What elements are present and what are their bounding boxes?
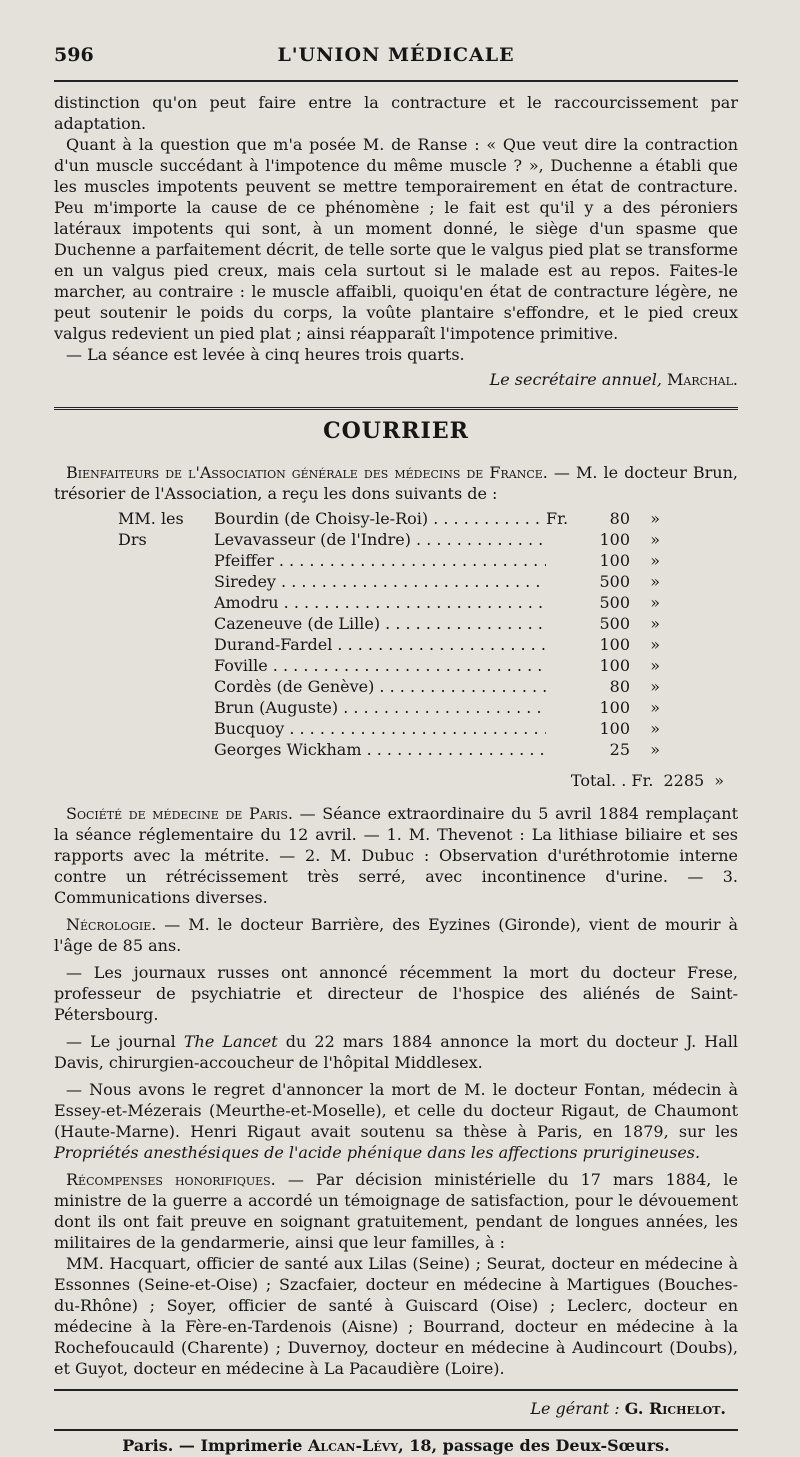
lancet-after: du 22 mars 1884 annonce la mort du docteur J. Hall Davis, chirurgien-accoucheur de l'hôpital Middlesex. xyxy=(54,1032,739,1072)
intro-paragraph-2: Quant à la question que m'a posée M. de Ranse : « Que veut dire la contraction d'un muscle succédant à l'impotence du même muscle ? », Duchenne a établi que les muscles impotents peuvent se mettre temporairement en état de contracture. Peu m'importe la cause de ce phénomène ; le fait est qu'il y a des péroniers latéraux impotents qui sont, à un moment donné, le siège d'un spasme que Duchenne a parfaitement décrit, de telle sorte que le valgus pied plat se transforme en un valgus pied creux, mais cela surtout si le malade est au repos. Faites-le marcher, au contraire : le muscle affaibli, quoiqu'en état de contracture légère, ne peut soutenir le poids du corps, la voûte plantaire s'effondre, et le pied creux valgus redevient un pied plat ; ainsi réapparaît l'impotence primitive. xyxy=(54,135,738,343)
fontan-text: — Nous avons le regret d'annoncer la mort de M. le docteur Fontan, médecin à Essey-et-Mézerais (Meurthe-et-Moselle), et celle du docteur Rigaut, de Chaumont (Haute-Marne). Henri Rigaut avait soutenu sa thèse à Paris, en 1879, sur les xyxy=(54,1080,738,1141)
russes-paragraph: — Les journaux russes ont annoncé récemment la mort du docteur Frese, professeur de psychiatrie et directeur de l'hospice des aliénés de Saint-Pétersbourg. xyxy=(54,963,738,1024)
donor-unit: » xyxy=(650,656,660,675)
donor-name: Durand-Fardel . . . xyxy=(214,634,546,655)
donor-name: Levavasseur (de l'Indre) . . . xyxy=(214,529,546,550)
donor-name: Pfeiffer . . . xyxy=(214,550,546,571)
gerant-signature xyxy=(54,1397,726,1421)
footer-rule xyxy=(54,1389,738,1391)
donor-amount: 100 xyxy=(599,530,630,549)
intro-paragraph-3: — La séance est levée à cinq heures trois quarts. xyxy=(66,345,465,364)
section-title: COURRIER xyxy=(323,418,469,444)
bienfaiteurs-paragraph xyxy=(54,462,738,504)
donor-unit: » xyxy=(650,614,660,633)
donor-row xyxy=(118,592,738,613)
printer-line xyxy=(54,1435,738,1457)
donor-amount: 500 xyxy=(599,614,630,633)
societe-heading: Société de médecine de Paris. xyxy=(66,804,293,823)
total-label: Total. . Fr. xyxy=(570,771,654,790)
gerant-label: Le gérant : xyxy=(530,1399,620,1418)
section-divider xyxy=(54,407,738,410)
donation-total xyxy=(54,770,724,791)
donor-amount: 80 xyxy=(609,509,630,528)
secretary-signature xyxy=(54,369,738,391)
donor-unit: » xyxy=(650,572,660,591)
donor-name: Brun (Auguste) . . . xyxy=(214,697,546,718)
lancet-before: — Le journal xyxy=(66,1032,176,1051)
lancet-paragraph xyxy=(54,1031,738,1073)
secretary-name: Marchal. xyxy=(667,370,738,389)
donor-row xyxy=(118,550,738,571)
donor-name: Amodru . . . xyxy=(214,592,546,613)
total-unit: » xyxy=(714,771,724,790)
societe-paragraph xyxy=(54,803,738,908)
donor-unit: » xyxy=(650,593,660,612)
header-rule xyxy=(54,80,738,82)
page-header xyxy=(54,38,738,80)
donor-unit: » xyxy=(650,530,660,549)
donor-unit: » xyxy=(650,698,660,717)
donor-unit: » xyxy=(650,677,660,696)
donor-row xyxy=(118,529,738,550)
donor-unit: » xyxy=(650,509,660,528)
printer-rule xyxy=(54,1429,738,1431)
donor-lead: MM. les Drs xyxy=(118,509,184,549)
donor-amount: 100 xyxy=(599,635,630,654)
donor-row xyxy=(118,571,738,592)
donor-amount: 25 xyxy=(609,740,630,759)
donor-amount: 100 xyxy=(599,551,630,570)
printer-before: Paris. — Imprimerie xyxy=(122,1436,303,1455)
donor-amount: 80 xyxy=(609,677,630,696)
societe-text: — Séance extraordinaire du 5 avril 1884 remplaçant la séance réglementaire du 12 avril. — 1. M. Thevenot : La lithiase biliaire et ses rapports avec la métrite. — 2. M. Dubuc : Observation d'uréthrotomie interne contre un rétrécissement très serré, avec incontinence d'urine. — 3. Communications diverses. xyxy=(54,804,738,907)
donor-list xyxy=(118,508,738,760)
donor-amount: 100 xyxy=(599,698,630,717)
necrologie-text: — M. le docteur Barrière, des Eyzines (Gironde), vient de mourir à l'âge de 85 ans. xyxy=(54,915,739,955)
donor-amount: 100 xyxy=(599,656,630,675)
recompenses-paragraph xyxy=(54,1169,738,1253)
intro-paragraph-1: distinction qu'on peut faire entre la contracture et le raccourcissement par adaptation. xyxy=(54,93,738,133)
donor-name: Cazeneuve (de Lille) . . . xyxy=(214,613,546,634)
total-amount: 2285 xyxy=(663,771,705,790)
bienfaiteurs-text: — M. le docteur Brun, trésorier de l'Association, a reçu les dons suivants de : xyxy=(54,463,739,503)
recompenses-heading: Récompenses honorifiques. xyxy=(66,1170,276,1189)
donor-row xyxy=(118,613,738,634)
recipients-paragraph: MM. Hacquart, officier de santé aux Lilas (Seine) ; Seurat, docteur en médecine à Essonnes (Seine-et-Oise) ; Szacfaier, docteur en médecine à Martigues (Bouches-du-Rhône) ; Soyer, officier de santé à Guiscard (Oise) ; Leclerc, docteur en médecine à la Fère-en-Tardenois (Aisne) ; Bourrand, docteur en médecine à la Rochefoucauld (Charente) ; Duvernoy, docteur en médecine à Audincourt (Doubs), et Guyot, docteur en médecine à La Pacaudière (Loire). xyxy=(54,1254,738,1378)
fontan-thesis-title: Propriétés anesthésiques de l'acide phénique dans les affections prurigineuses. xyxy=(54,1143,701,1162)
secretary-role: Le secrétaire annuel, xyxy=(489,370,662,389)
donor-name: Georges Wickham . . . xyxy=(214,739,546,760)
donor-row xyxy=(118,655,738,676)
page-number: 596 xyxy=(54,44,94,66)
recompenses-text: — Par décision ministérielle du 17 mars 1884, le ministre de la guerre a accordé un témoignage de satisfaction, pour le dévouement dont ils ont fait preuve en soignant gratuitement, pendant de longues années, les militaires de la gendarmerie, ainsi que leur familles, à : xyxy=(54,1170,738,1252)
donor-amount: 500 xyxy=(599,572,630,591)
printer-name: Alcan-Lévy, xyxy=(307,1436,404,1455)
donor-name: Cordès (de Genève) . . . xyxy=(214,676,546,697)
donor-name: Foville . . . xyxy=(214,655,546,676)
donor-name: Siredey . . . xyxy=(214,571,546,592)
necrologie-paragraph xyxy=(54,914,738,956)
gerant-name: G. Richelot. xyxy=(624,1399,726,1418)
necrologie-heading: Nécrologie. xyxy=(66,915,157,934)
donor-unit: » xyxy=(650,740,660,759)
donor-name: Bucquoy . . . xyxy=(214,718,546,739)
donor-row xyxy=(118,718,738,739)
donor-amount: 500 xyxy=(599,593,630,612)
bienfaiteurs-heading: Bienfaiteurs de l'Association générale des médecins de France. xyxy=(66,463,548,482)
donor-unit: » xyxy=(650,635,660,654)
donor-row xyxy=(118,697,738,718)
donor-amount: 100 xyxy=(599,719,630,738)
donor-row xyxy=(118,634,738,655)
journal-title: L'UNION MÉDICALE xyxy=(277,44,515,66)
donor-unit: » xyxy=(650,551,660,570)
lancet-title: The Lancet xyxy=(183,1032,278,1051)
donor-name: Bourdin (de Choisy-le-Roi) . . . xyxy=(214,508,546,529)
donor-currency: Fr. xyxy=(546,509,569,528)
printer-after: 18, passage des Deux-Sœurs. xyxy=(409,1436,670,1455)
donor-unit: » xyxy=(650,719,660,738)
fontan-paragraph xyxy=(54,1079,738,1163)
donor-row xyxy=(118,676,738,697)
donor-row xyxy=(118,739,738,760)
